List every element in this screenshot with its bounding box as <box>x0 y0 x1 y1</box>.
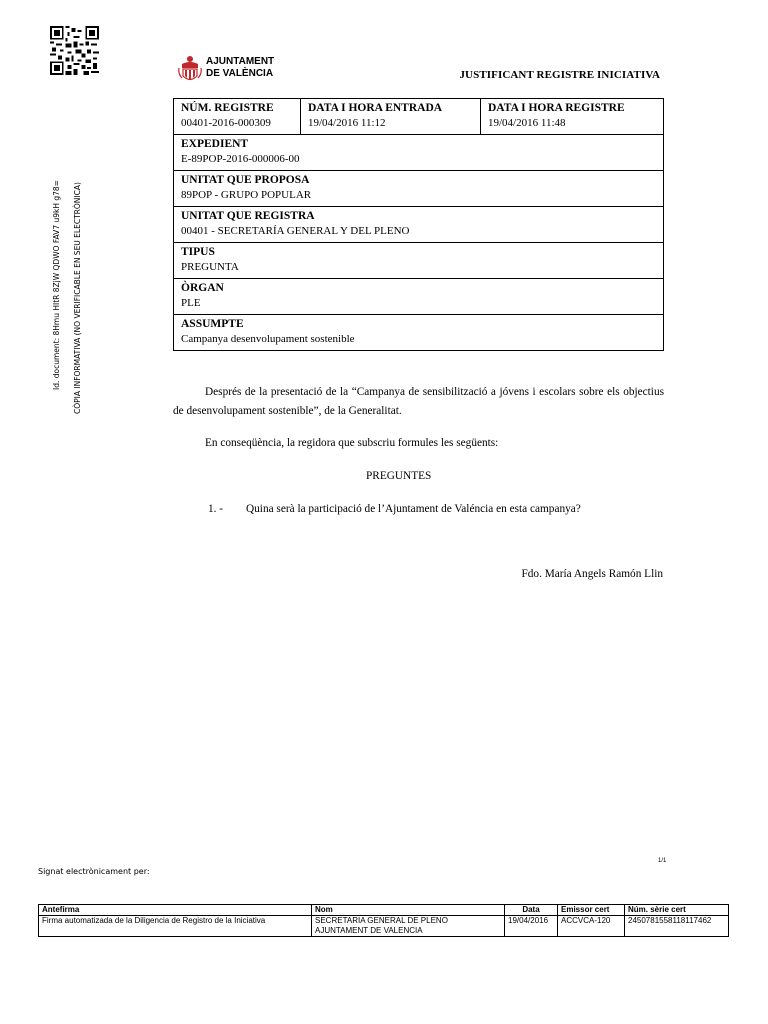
cell-nom <box>312 916 505 937</box>
cell-tipus <box>174 243 664 279</box>
consequence-paragraph: En conseqüència, la regidora que subscriu formules les següents: <box>205 437 499 449</box>
nom-line-1: SECRETARIA GENERAL DE PLENO <box>315 916 448 925</box>
label-data-registre: DATA I HORA REGISTRE <box>488 102 625 114</box>
city-crest-icon <box>178 54 202 84</box>
value-unitat-registra: 00401 - SECRETARÍA GENERAL Y DEL PLENO <box>181 225 410 237</box>
copy-notice: CÒPIA INFORMATIVA (NO VERIFICABLE EN SEU ELECTRÒNICA) <box>73 182 82 414</box>
question-number: 1. - <box>208 503 224 515</box>
cell-data-registre <box>481 99 664 135</box>
logo-line-2: DE VALÈNCIA <box>206 68 274 79</box>
cell-data: 19/04/2016 <box>505 916 558 937</box>
label-expedient: EXPEDIENT <box>181 138 249 150</box>
signed-by-label: Signat electrònicament per: <box>38 867 150 876</box>
cell-num-registre <box>174 99 301 135</box>
questions-heading: PREGUNTES <box>366 470 432 482</box>
header-antefirma: Antefirma <box>39 905 312 916</box>
value-num-registre: 00401-2016-000309 <box>181 117 271 129</box>
value-unitat-proposa: 89POP - GRUPO POPULAR <box>181 189 312 201</box>
signature-table <box>38 904 729 937</box>
table-row <box>39 916 729 937</box>
cell-emissor: ACCVCA-120 <box>558 916 625 937</box>
cell-unitat-registra <box>174 207 664 243</box>
page-number: 1/1 <box>658 858 667 864</box>
intro-paragraph: Després de la presentació de la “Campanya de sensibilització a jóvens i escolars sobre els objectius de desenvolupament sostenible”, de la Generalitat. <box>173 386 664 417</box>
signature-line: Fdo. María Angels Ramón Llin <box>521 568 663 580</box>
logo-line-1: AJUNTAMENT <box>206 56 275 67</box>
registry-table <box>173 98 664 351</box>
value-organ: PLE <box>181 297 201 309</box>
document-id: Id. document: 8Hmu HItR 8ZjW QDWO FAV7 u9kH g78= <box>52 180 61 390</box>
label-data-entrada: DATA I HORA ENTRADA <box>308 102 443 114</box>
qr-code-icon <box>50 26 99 75</box>
cell-expedient <box>174 135 664 171</box>
label-unitat-proposa: UNITAT QUE PROPOSA <box>181 174 310 186</box>
cell-organ <box>174 279 664 315</box>
label-organ: ÒRGAN <box>181 282 224 294</box>
cell-data-entrada <box>301 99 481 135</box>
cell-serie: 2450781558118117462 <box>625 916 729 937</box>
label-num-registre: NÚM. REGISTRE <box>181 102 274 114</box>
header-nom: Nom <box>312 905 505 916</box>
cell-unitat-proposa <box>174 171 664 207</box>
cell-assumpte <box>174 315 664 351</box>
nom-line-2: AJUNTAMENT DE VALENCIA <box>315 926 423 935</box>
question-text: Quina serà la participació de l’Ajuntament de Valéncia en esta campanya? <box>246 503 581 515</box>
value-assumpte: Campanya desenvolupament sostenible <box>181 333 355 345</box>
label-tipus: TIPUS <box>181 246 215 258</box>
cell-antefirma: Firma automatizada de la Diligencia de Registro de la Iniciativa <box>39 916 312 937</box>
label-unitat-registra: UNITAT QUE REGISTRA <box>181 210 315 222</box>
header-emissor: Emissor cert <box>558 905 625 916</box>
header-serie: Núm. sèrie cert <box>625 905 729 916</box>
header-data: Data <box>505 905 558 916</box>
value-data-registre: 19/04/2016 11:48 <box>488 117 566 129</box>
logo-text <box>206 56 274 80</box>
value-data-entrada: 19/04/2016 11:12 <box>308 117 386 129</box>
value-expedient: E-89POP-2016-000006-00 <box>181 153 300 165</box>
signature-header-row <box>39 905 729 916</box>
document-title: JUSTIFICANT REGISTRE INICIATIVA <box>459 69 660 81</box>
label-assumpte: ASSUMPTE <box>181 318 244 330</box>
value-tipus: PREGUNTA <box>181 261 239 273</box>
